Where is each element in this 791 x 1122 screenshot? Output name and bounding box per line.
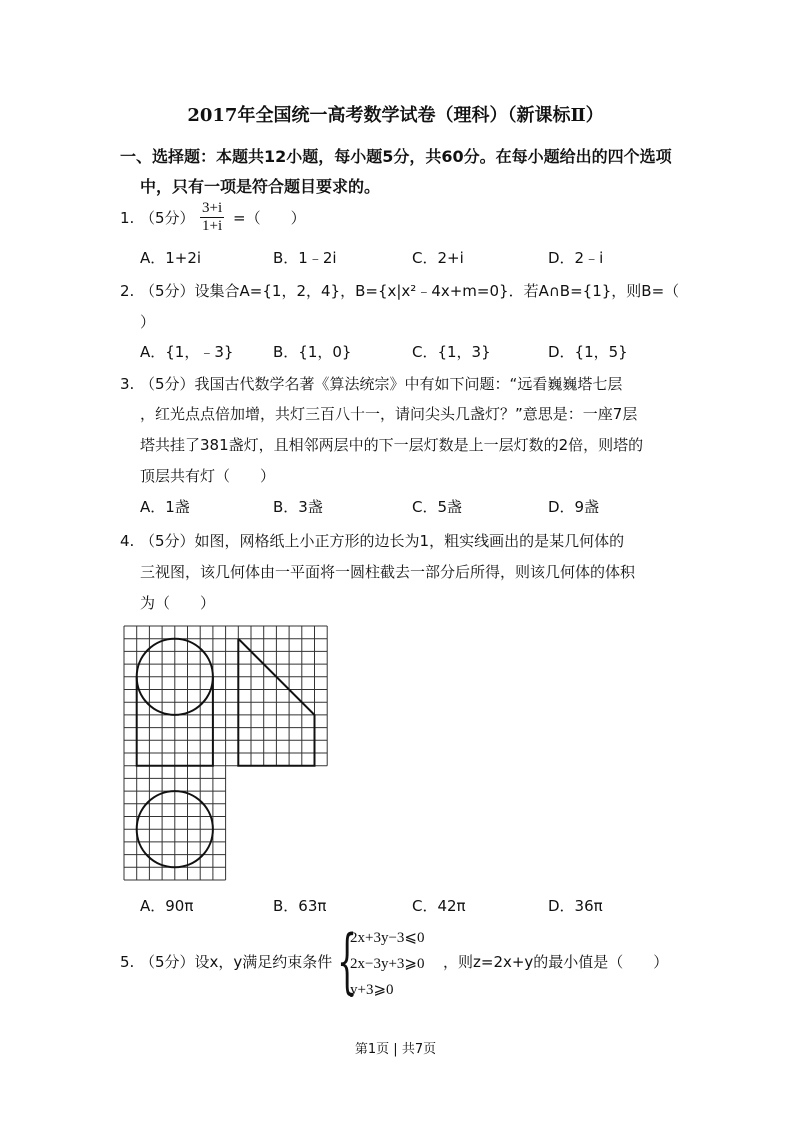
numerator: 3+i bbox=[202, 200, 223, 216]
question-text: （5分）设集合A={1，2，4}，B={x|x²﹣4x+m=0}．若A∩B={1}，则B=（ bbox=[140, 282, 680, 300]
question-text: ，红光点点倍加增，共灯三百八十一，请问尖头几盏灯？”意思是：一座7层 bbox=[140, 405, 638, 423]
page-footer: 第1页 | 共7页 bbox=[354, 1042, 437, 1057]
section-heading-line1: 一、选择题：本题共12小题，每小题5分，共60分。在每小题给出的四个选项 bbox=[120, 147, 672, 166]
question-text: （5分）我国古代数学名著《算法统宗》中有如下问题：“远看巍巍塔七层 bbox=[140, 375, 623, 393]
option-d: D．36π bbox=[548, 897, 603, 915]
question-tail: =（ ） bbox=[233, 209, 306, 227]
option-c: C．{1，3} bbox=[412, 343, 491, 361]
option-b: B．3盏 bbox=[273, 498, 323, 516]
denominator: 1+i bbox=[202, 218, 223, 234]
option-a: A．1+2i bbox=[140, 249, 202, 267]
question-text: （5分）如图，网格纸上小正方形的边长为1，粗实线画出的是某几何体的 bbox=[140, 532, 625, 550]
option-a: A．{1，﹣3} bbox=[140, 343, 234, 361]
question-text: 三视图，该几何体由一平面将一圆柱截去一部分后所得，则该几何体的体积 bbox=[140, 563, 636, 581]
question-score: （5分） bbox=[140, 209, 195, 227]
constraint: y+3⩾0 bbox=[350, 982, 394, 998]
constraint: 2x+3y−3⩽0 bbox=[350, 930, 425, 946]
option-a: A．90π bbox=[140, 897, 194, 915]
question-number: 2. bbox=[120, 282, 135, 300]
option-c: C．42π bbox=[412, 897, 466, 915]
question-tail: ，则z=2x+y的最小值是（ ） bbox=[443, 953, 669, 971]
question-text: 塔共挂了381盏灯，且相邻两层中的下一层灯数是上一层灯数的2倍，则塔的 bbox=[140, 436, 644, 454]
constraint-system bbox=[350, 925, 425, 1003]
option-b: B．1﹣2i bbox=[273, 249, 337, 267]
option-b: B．63π bbox=[273, 897, 327, 915]
question-number: 4. bbox=[120, 532, 135, 550]
section-heading-line2: 中，只有一项是符合题目要求的。 bbox=[140, 177, 381, 196]
option-c: C．2+i bbox=[412, 249, 464, 267]
question-text: 顶层共有灯（ ） bbox=[140, 467, 276, 485]
option-c: C．5盏 bbox=[412, 498, 463, 516]
option-d: D．9盏 bbox=[548, 498, 600, 516]
constraint: 2x−3y+3⩾0 bbox=[350, 956, 425, 972]
question-text: ） bbox=[140, 313, 156, 331]
brace: { bbox=[337, 920, 358, 1002]
option-d: D．{1，5} bbox=[548, 343, 628, 361]
question-number: 3. bbox=[120, 375, 135, 393]
page-title: 2017年全国统一高考数学试卷（理科）（新课标Ⅱ） bbox=[187, 105, 604, 126]
question-text: （5分）设x，y满足约束条件 bbox=[140, 953, 333, 971]
question-number: 1. bbox=[120, 209, 135, 227]
question-text: 为（ ） bbox=[140, 594, 216, 612]
option-d: D．2﹣i bbox=[548, 249, 604, 267]
option-a: A．1盏 bbox=[140, 498, 190, 516]
option-b: B．{1，0} bbox=[273, 343, 352, 361]
question-number: 5. bbox=[120, 953, 135, 971]
